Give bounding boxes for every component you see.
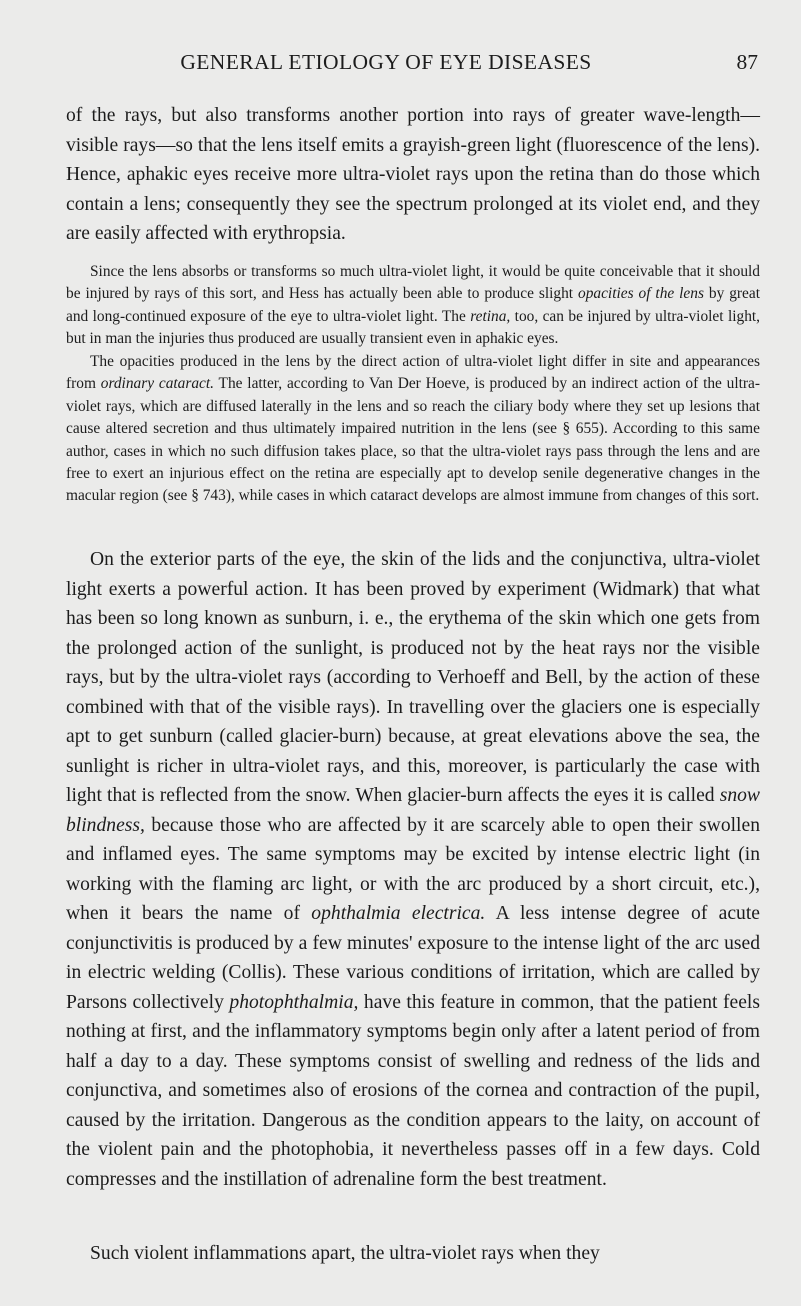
emphasis-retina: retina, bbox=[470, 307, 511, 325]
emphasis-snow-blindness: snow blindness, bbox=[66, 785, 760, 836]
text-run: because those who are affected by it are scarcely able to open their swollen and inflamed eyes. The same symptoms may be excited by intense electric light (in working with the flaming arc light, or with the arc produced by a short circuit, etc.), when it bears the name of bbox=[66, 814, 760, 924]
text-run: The opacities produced in the lens by the direct action of ultra-violet light differ in site and appearances from bbox=[66, 353, 760, 393]
text-run: The latter, according to Van Der Hoeve, is produced by an indirect action of the ultra-violet rays, which are diffused laterally in the lens and so reach the ciliary body where they set up lesions that cause altered secretion and thus ultimately impaired nutrition in the lens (see § 655). According to this same author, cases in which no such diffusion takes place, so that the ultra-violet rays pass through the lens and are free to exert an injurious effect on the retina are especially apt to develop senile degenerative changes in the macular region (see § 743), while cases in which cataract develops are almost immune from changes of this sort. bbox=[66, 375, 761, 505]
text-run: by great and long-continued exposure of the eye to ultra-violet light. The bbox=[66, 285, 760, 325]
paragraph-exterior-parts bbox=[66, 545, 760, 1194]
running-head bbox=[66, 50, 758, 80]
emphasis-ophthalmia-electrica: ophthalmia electrica. bbox=[311, 903, 486, 924]
paragraph-lens-injury bbox=[66, 261, 760, 351]
paragraph-final-line bbox=[66, 1239, 760, 1269]
emphasis-ordinary-cataract: ordinary cataract. bbox=[100, 375, 215, 393]
text-run: On the exterior parts of the eye, the skin of the lids and the conjunctiva, ultra-violet light exerts a powerful action. It has been proved by experiment (Widmark) that what has been so long known as sunburn, i. e., the erythema of the skin which one gets from the prolonged action of the sunlight, is produced not by the heat rays nor the visible rays, but by the ultra-violet rays (according to Verhoeff and Bell, by the action of these combined with that of the visible rays). In travelling over the glaciers one is especially apt to get sunburn (called glacier-burn) because, at great elevations above the sea, the sunlight is richer in ultra-violet rays, and this, moreover, is particularly the case with light that is reflected from the snow. When glacier-burn affects the eyes it is called bbox=[66, 549, 760, 806]
paragraph-opacities bbox=[66, 351, 760, 508]
paragraph-continued bbox=[66, 101, 760, 249]
paragraph-text: of the rays, but also transforms another portion into rays of greater wave-length—visible rays—so that the lens itself emits a grayish-green light (fluorescence of the lens). Hence, aphakic eyes receive more ultra-violet rays upon the retina than do those which contain a lens; consequently they see the spectrum prolonged at its violet end, and they are easily affected with erythropsia. bbox=[66, 105, 760, 244]
text-run: too, can be injured by ultra-violet light, but in man the injuries thus produced are usually transient even in aphakic eyes. bbox=[66, 307, 761, 348]
page-number: 87 bbox=[736, 50, 758, 74]
text-run: A less intense degree of acute conjunctivitis is produced by a few minutes' exposure to the intense light of the arc used in electric welding (Collis). These various conditions of irritation, which are called by Parsons collectively bbox=[66, 903, 760, 1013]
text-run: Since the lens absorbs or transforms so much ultra-violet light, it would be quite conceivable that it should be injured by rays of this sort, and Hess has actually been able to produce slight bbox=[66, 263, 760, 303]
emphasis-opacities-of-lens: opacities of the lens bbox=[578, 285, 704, 303]
emphasis-photophthalmia: photophthalmia, bbox=[229, 991, 359, 1013]
running-head-title: GENERAL ETIOLOGY OF EYE DISEASES bbox=[180, 50, 592, 74]
text-run: have this feature in common, that the patient feels nothing at first, and the inflammatory symptoms begin only after a latent period of from half a day to a day. These symptoms consist of swelling and redness of the lids and conjunctiva, and sometimes also of erosions of the cornea and contraction of the pupil, caused by the irritation. Dangerous as the condition appears to the laity, on account of the violent pain and the photophobia, it nevertheless passes off in a few days. Cold compresses and the instillation of adrenaline form the best treatment. bbox=[66, 991, 760, 1190]
text-run: Such violent inflammations apart, the ultra-violet rays when they bbox=[90, 1243, 600, 1264]
